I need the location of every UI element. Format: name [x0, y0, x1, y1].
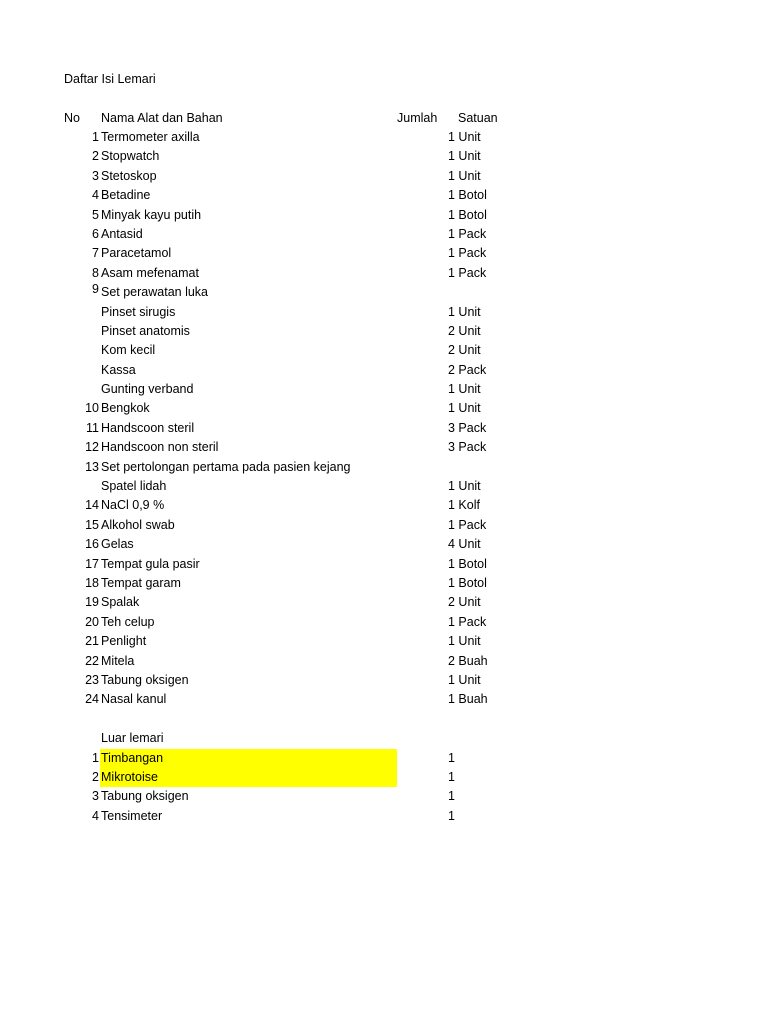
item-quantity: 1 Unit — [448, 149, 481, 164]
item-name: Pinset sirugis — [101, 304, 176, 319]
table-row — [0, 303, 768, 322]
item-quantity: 1 — [448, 808, 455, 823]
item-quantity: 1 Unit — [448, 382, 481, 397]
row-number: 4 — [92, 188, 99, 203]
table-row — [0, 710, 768, 729]
table-row — [0, 458, 768, 477]
table-row — [0, 593, 768, 612]
row-number: 18 — [85, 575, 99, 590]
item-quantity: 2 Buah — [448, 653, 488, 668]
item-quantity: 1 Unit — [448, 479, 481, 494]
item-name: Tensimeter — [101, 808, 163, 823]
table-row — [0, 496, 768, 515]
item-quantity: 1 Pack — [448, 517, 487, 532]
row-number: 9 — [92, 282, 99, 297]
row-number: 20 — [85, 614, 99, 629]
item-name: Spalak — [101, 595, 140, 610]
header-satuan: Satuan — [458, 111, 498, 125]
row-number: 3 — [92, 168, 99, 183]
item-quantity: 1 Pack — [448, 226, 487, 241]
row-number: 21 — [85, 634, 99, 649]
item-name: NaCl 0,9 % — [101, 498, 165, 513]
item-name: Bengkok — [101, 401, 150, 416]
document-title: Daftar Isi Lemari — [64, 72, 156, 86]
item-name: Tempat gula pasir — [101, 556, 200, 571]
table-row — [0, 147, 768, 166]
item-quantity: 1 — [448, 789, 455, 804]
item-name: Termometer axilla — [101, 130, 200, 144]
row-number: 15 — [85, 517, 99, 532]
item-quantity: 1 — [448, 769, 455, 784]
item-name: Set perawatan luka — [101, 285, 209, 300]
item-name: Minyak kayu putih — [101, 207, 202, 222]
table-row — [0, 729, 768, 748]
table-row — [0, 264, 768, 283]
row-number: 24 — [85, 692, 99, 707]
item-quantity: 1 Unit — [448, 130, 481, 144]
row-number: 3 — [92, 789, 99, 804]
table-row — [0, 283, 768, 302]
item-name: Stopwatch — [101, 149, 160, 164]
row-number: 5 — [92, 207, 99, 222]
item-name: Handscoon non steril — [101, 440, 219, 455]
table-row — [0, 768, 768, 787]
item-name: Gunting verband — [101, 382, 194, 397]
item-name: Timbangan — [101, 750, 164, 765]
item-name: Set pertolongan pertama pada pasien kejang — [101, 459, 351, 474]
item-name: Alkohol swab — [101, 517, 175, 532]
item-name: Kom kecil — [101, 343, 156, 358]
table-row — [0, 380, 768, 399]
table-row — [0, 632, 768, 651]
table-row — [0, 167, 768, 186]
item-quantity: 1 Botol — [448, 575, 487, 590]
table-row — [0, 419, 768, 438]
item-name: Nasal kanul — [101, 692, 167, 707]
table-row — [0, 671, 768, 690]
item-quantity: 2 Unit — [448, 323, 481, 338]
table-row — [0, 749, 768, 768]
table-row — [0, 206, 768, 225]
item-quantity: 1 Unit — [448, 401, 481, 416]
row-number: 13 — [85, 459, 99, 474]
row-number: 2 — [92, 149, 99, 164]
item-quantity: 2 Unit — [448, 343, 481, 358]
table-row — [0, 690, 768, 709]
header-jumlah: Jumlah — [397, 111, 438, 125]
row-number: 6 — [92, 226, 99, 241]
table-row — [0, 244, 768, 263]
table-row — [0, 438, 768, 457]
table-row — [0, 516, 768, 535]
row-number: 12 — [85, 440, 99, 455]
item-name: Mikrotoise — [101, 769, 158, 784]
row-number: 22 — [85, 653, 99, 668]
item-quantity: 1 Unit — [448, 168, 481, 183]
item-quantity: 1 Pack — [448, 614, 487, 629]
item-name: Teh celup — [101, 614, 155, 629]
table-row — [0, 535, 768, 554]
row-number: 7 — [92, 246, 99, 261]
row-number: 23 — [85, 672, 99, 687]
item-quantity: 1 — [448, 750, 455, 765]
item-quantity: 1 Botol — [448, 188, 487, 203]
row-number: 19 — [85, 595, 99, 610]
table-row — [0, 186, 768, 205]
header-name: Nama Alat dan Bahan — [101, 111, 223, 125]
row-number: 4 — [92, 808, 99, 823]
item-name: Mitela — [101, 653, 135, 668]
table-row — [0, 399, 768, 418]
table-row — [0, 613, 768, 632]
item-quantity: 3 Pack — [448, 420, 487, 435]
row-number: 8 — [92, 265, 99, 280]
item-name: Antasid — [101, 226, 143, 241]
row-number: 1 — [92, 130, 99, 144]
item-name: Spatel lidah — [101, 479, 167, 494]
row-number: 2 — [92, 769, 99, 784]
row-number: 14 — [85, 498, 99, 513]
table-row — [0, 322, 768, 341]
row-number: 11 — [86, 420, 99, 435]
table-row — [0, 361, 768, 380]
item-name: Betadine — [101, 188, 151, 203]
item-quantity: 1 Botol — [448, 556, 487, 571]
item-quantity: 2 Unit — [448, 595, 481, 610]
item-quantity: 1 Kolf — [448, 498, 480, 513]
row-number: 16 — [85, 537, 99, 552]
item-quantity: 4 Unit — [448, 537, 481, 552]
item-name: Tabung oksigen — [101, 789, 189, 804]
table-row — [0, 128, 768, 147]
item-name: Asam mefenamat — [101, 265, 199, 280]
item-quantity: 1 Pack — [448, 265, 487, 280]
item-name: Tempat garam — [101, 575, 181, 590]
item-name: Kassa — [101, 362, 136, 377]
item-quantity: 1 Unit — [448, 304, 481, 319]
item-quantity: 1 Pack — [448, 246, 487, 261]
table-row — [0, 555, 768, 574]
item-name: Tabung oksigen — [101, 672, 189, 687]
item-quantity: 3 Pack — [448, 440, 487, 455]
item-quantity: 2 Pack — [448, 362, 487, 377]
item-quantity: 1 Botol — [448, 207, 487, 222]
item-quantity: 1 Buah — [448, 692, 488, 707]
row-number: 10 — [85, 401, 99, 416]
table-row — [0, 652, 768, 671]
header-no: No — [64, 111, 80, 125]
row-number: 1 — [92, 750, 99, 765]
table-row — [0, 574, 768, 593]
item-name: Gelas — [101, 537, 134, 552]
table-row — [0, 341, 768, 360]
item-name: Pinset anatomis — [101, 323, 190, 338]
item-quantity: 1 Unit — [448, 634, 481, 649]
row-number: 17 — [85, 556, 99, 571]
item-quantity: 1 Unit — [448, 672, 481, 687]
item-name: Stetoskop — [101, 168, 157, 183]
item-name: Paracetamol — [101, 246, 172, 261]
table-row — [0, 807, 768, 826]
item-name: Penlight — [101, 634, 147, 649]
item-name: Luar lemari — [101, 731, 164, 746]
item-name: Handscoon steril — [101, 420, 195, 435]
table-row — [0, 225, 768, 244]
table-row — [0, 477, 768, 496]
item-list — [0, 128, 768, 826]
table-row — [0, 787, 768, 806]
